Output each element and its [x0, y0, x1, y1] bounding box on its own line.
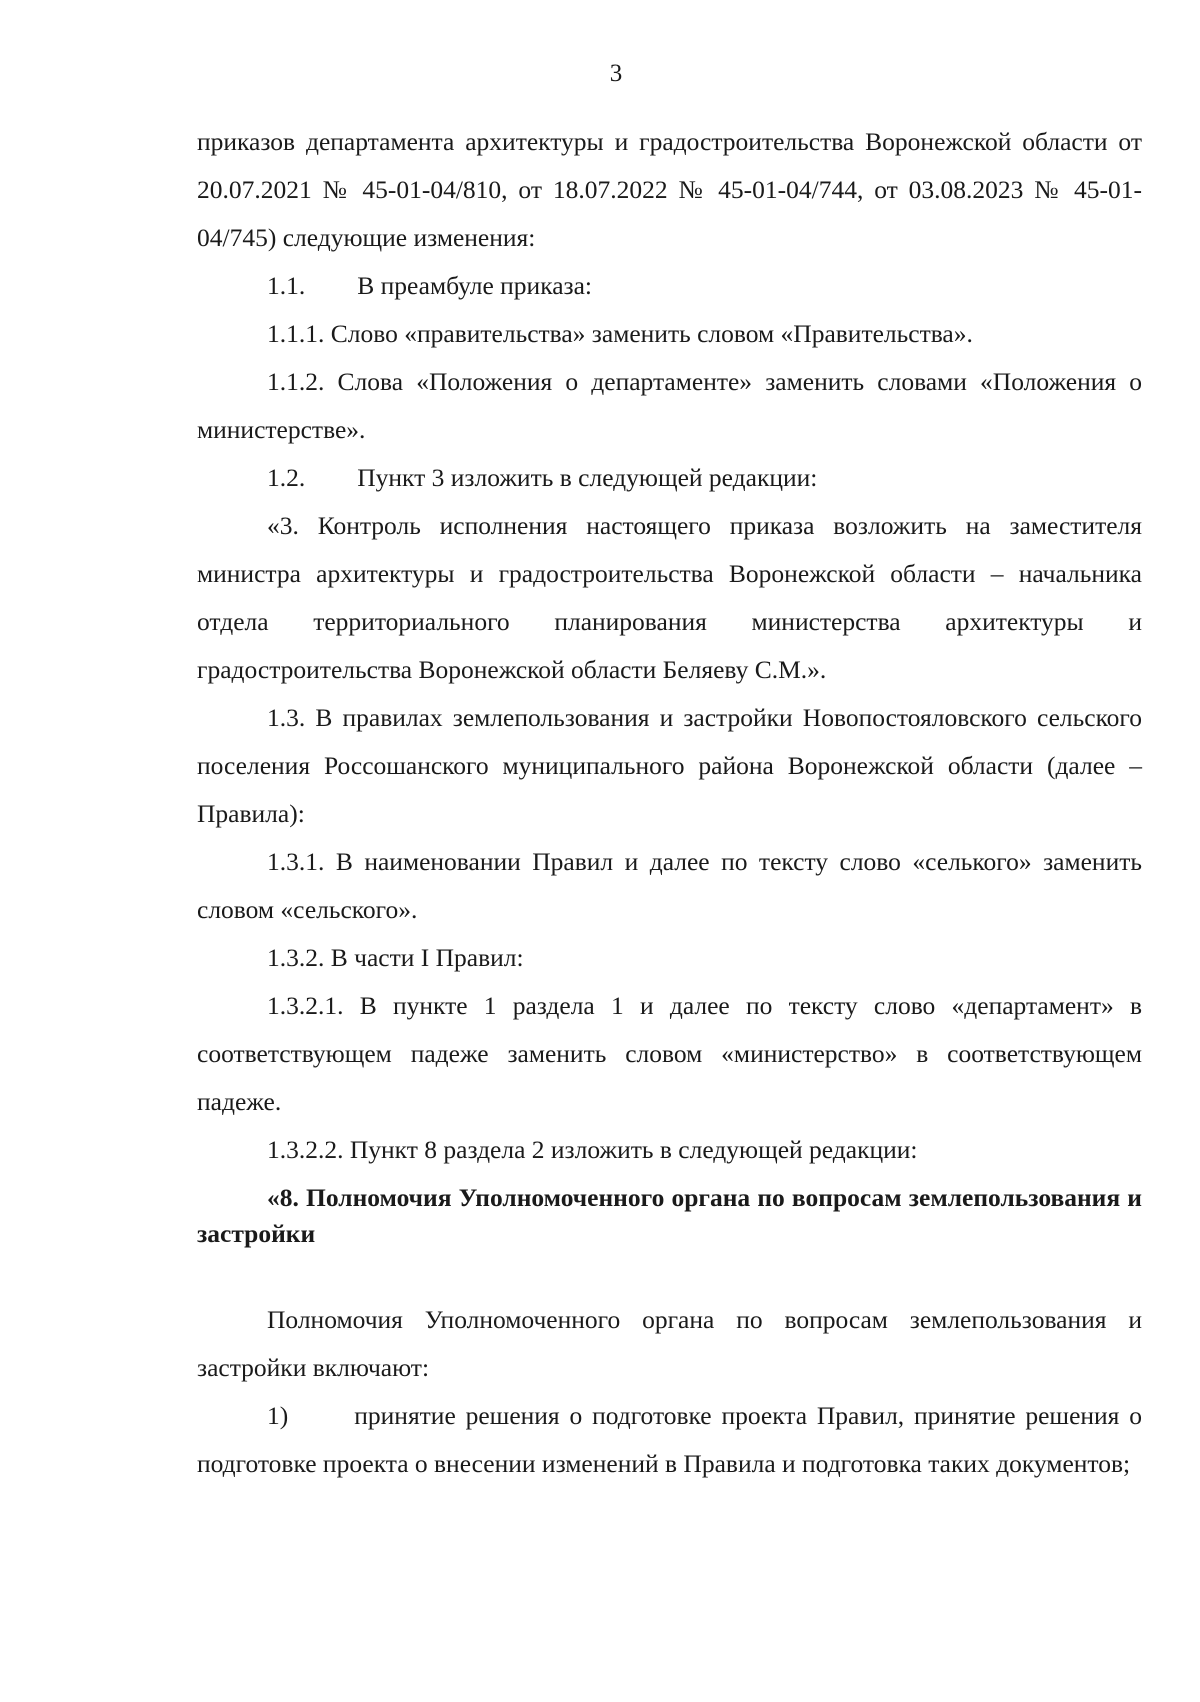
- item-number: 1.2.: [267, 463, 306, 492]
- paragraph-1-1-2: 1.1.2. Слова «Положения о департаменте» заменить словами «Положения о министерстве».: [197, 367, 1142, 444]
- paragraph-1-3-2-2: 1.3.2.2. Пункт 8 раздела 2 изложить в следующей редакции:: [267, 1135, 918, 1164]
- page-number: 3: [609, 60, 623, 87]
- paragraph-1-3-2: 1.3.2. В части I Правил:: [267, 943, 524, 972]
- section-heading: «8. Полномочия Уполномоченного органа по вопросам землепользования и застройки: [197, 1183, 1142, 1248]
- item-text: В преамбуле приказа:: [357, 271, 593, 300]
- item-text: Пункт 3 изложить в следующей редакции:: [357, 463, 818, 492]
- paragraph-intro: приказов департамента архитектуры и градостроительства Воронежской области от 20.07.2021 № 45-01-04/810, от 18.07.2022 № 45-01-04/744, от 03.08.2023 № 45-01-04/745) следующие изменения:: [197, 127, 1142, 252]
- paragraph-1-3-2-1: 1.3.2.1. В пункте 1 раздела 1 и далее по тексту слово «департамент» в соответствующем падеже заменить словом «министерство» в соответствующем падеже.: [197, 991, 1142, 1116]
- list-item-1: [197, 1392, 1142, 1488]
- paragraph-quote-3: «3. Контроль исполнения настоящего приказа возложить на заместителя министра архитектуры и градостроительства Воронежской области – начальника отдела территориального планирования министерства архитектуры и градостроительства Воронежской области Беляеву С.М.».: [197, 511, 1142, 684]
- paragraph-1-1: [197, 262, 1142, 310]
- paragraph-1-1-1: 1.1.1. Слово «правительства» заменить словом «Правительства».: [267, 319, 973, 348]
- document-body: [197, 118, 1142, 1488]
- item-number: 1): [267, 1401, 289, 1430]
- paragraph-powers: Полномочия Уполномоченного органа по вопросам землепользования и застройки включают:: [197, 1305, 1142, 1382]
- paragraph-1-3: 1.3. В правилах землепользования и застройки Новопостояловского сельского поселения Россошанского муниципального района Воронежской области (далее – Правила):: [197, 703, 1142, 828]
- item-text: принятие решения о подготовке проекта Правил, принятие решения о подготовке проекта о внесении изменений в Правила и подготовка таких документов;: [197, 1401, 1142, 1478]
- item-number: 1.1.: [267, 271, 306, 300]
- paragraph-1-3-1: 1.3.1. В наименовании Правил и далее по тексту слово «селького» заменить словом «сельского».: [197, 847, 1142, 924]
- paragraph-1-2: [197, 454, 1142, 502]
